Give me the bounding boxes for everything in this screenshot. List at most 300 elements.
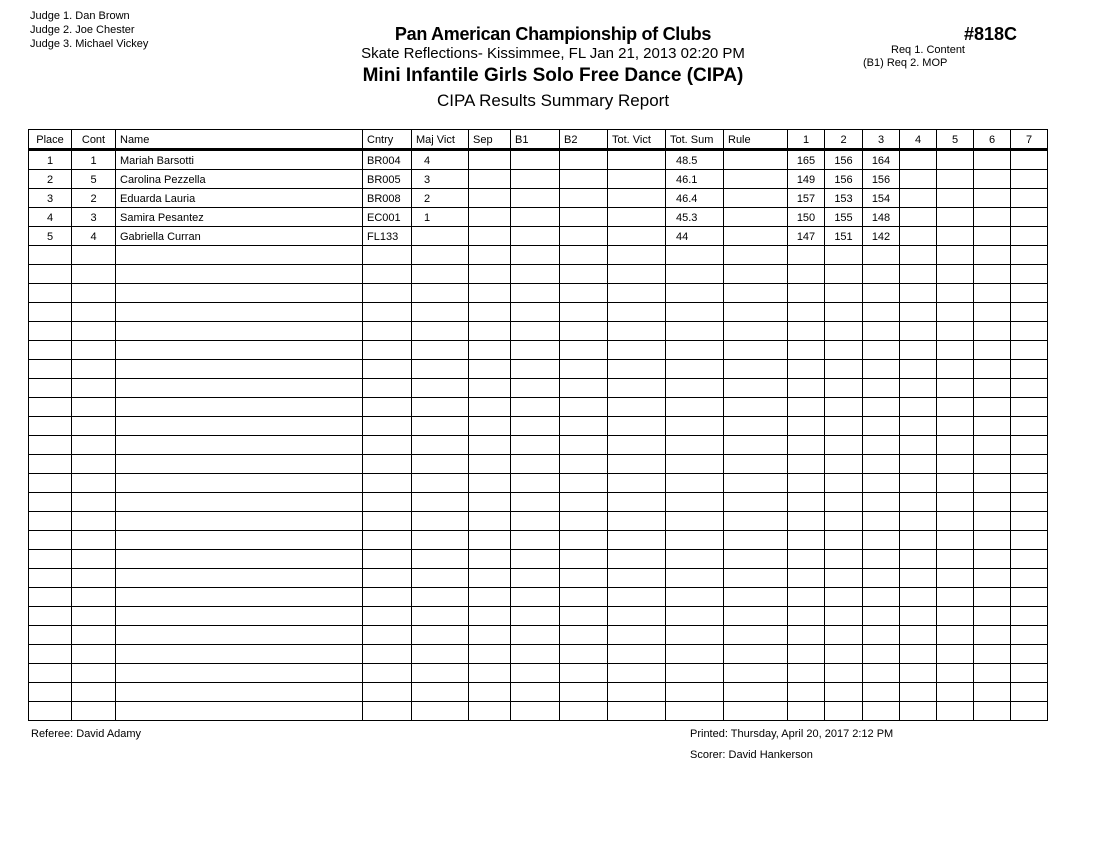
cell-b1 (511, 379, 560, 398)
cell-tot-sum (666, 664, 724, 683)
cell-sep (469, 341, 511, 360)
cell-rule (724, 170, 788, 189)
cell-judge-5 (937, 512, 974, 531)
cell-judge-3 (863, 455, 900, 474)
cell-place (29, 626, 72, 645)
cell-tot-vict (608, 569, 666, 588)
cell-judge-5 (937, 550, 974, 569)
cell-judge-2 (825, 455, 863, 474)
cell-judge-5 (937, 588, 974, 607)
cell-name (116, 474, 363, 493)
cell-judge-2 (825, 417, 863, 436)
cell-name: Gabriella Curran (116, 227, 363, 246)
cell-judge-4 (900, 436, 937, 455)
cell-b1 (511, 284, 560, 303)
cell-judge-2 (825, 588, 863, 607)
cell-maj-vict (412, 360, 469, 379)
empty-table-row (29, 664, 1048, 683)
cell-judge-7 (1011, 474, 1048, 493)
cell-judge-6 (974, 227, 1011, 246)
empty-table-row (29, 588, 1048, 607)
cell-judge-1 (788, 436, 825, 455)
cell-rule (724, 607, 788, 626)
cell-sep (469, 398, 511, 417)
cell-place (29, 683, 72, 702)
cell-place (29, 664, 72, 683)
cell-cntry (363, 626, 412, 645)
cell-judge-6 (974, 284, 1011, 303)
col-name: Name (116, 130, 363, 150)
cell-cntry (363, 569, 412, 588)
cell-rule (724, 683, 788, 702)
cell-b2 (560, 322, 608, 341)
empty-table-row (29, 360, 1048, 379)
cell-b2 (560, 360, 608, 379)
cell-judge-6 (974, 265, 1011, 284)
cell-judge-1 (788, 284, 825, 303)
cell-tot-vict (608, 626, 666, 645)
cell-sep (469, 512, 511, 531)
empty-table-row (29, 417, 1048, 436)
cell-judge-2: 153 (825, 189, 863, 208)
cell-tot-sum: 44 (666, 227, 724, 246)
cell-b1 (511, 322, 560, 341)
cell-cntry (363, 683, 412, 702)
empty-table-row (29, 474, 1048, 493)
cell-place (29, 645, 72, 664)
cell-tot-sum: 46.4 (666, 189, 724, 208)
empty-table-row (29, 246, 1048, 265)
cell-judge-1 (788, 702, 825, 721)
cell-judge-7 (1011, 303, 1048, 322)
cell-maj-vict (412, 303, 469, 322)
cell-judge-7 (1011, 398, 1048, 417)
cell-cntry: BR004 (363, 150, 412, 170)
cell-name (116, 664, 363, 683)
cell-place (29, 588, 72, 607)
cell-sep (469, 607, 511, 626)
cell-judge-5 (937, 284, 974, 303)
cell-judge-6 (974, 455, 1011, 474)
cell-judge-4 (900, 189, 937, 208)
cell-rule (724, 550, 788, 569)
cell-maj-vict (412, 607, 469, 626)
cell-judge-7 (1011, 702, 1048, 721)
cell-judge-3: 154 (863, 189, 900, 208)
cell-judge-4 (900, 683, 937, 702)
cell-name (116, 550, 363, 569)
cell-maj-vict (412, 702, 469, 721)
report-title: CIPA Results Summary Report (436, 91, 670, 110)
cell-maj-vict: 4 (412, 150, 469, 170)
cell-name (116, 379, 363, 398)
cell-cntry (363, 398, 412, 417)
cell-b2 (560, 588, 608, 607)
cell-judge-1 (788, 398, 825, 417)
cell-name (116, 607, 363, 626)
cell-tot-vict (608, 645, 666, 664)
empty-table-row (29, 702, 1048, 721)
cell-judge-5 (937, 645, 974, 664)
cell-judge-7 (1011, 569, 1048, 588)
cell-judge-6 (974, 170, 1011, 189)
cell-judge-7 (1011, 588, 1048, 607)
cell-cntry (363, 303, 412, 322)
cell-maj-vict (412, 341, 469, 360)
cell-b1 (511, 150, 560, 170)
cell-judge-3 (863, 645, 900, 664)
cell-judge-4 (900, 322, 937, 341)
cell-judge-4 (900, 170, 937, 189)
cell-judge-6 (974, 588, 1011, 607)
col-sep: Sep (469, 130, 511, 150)
cell-tot-sum: 46.1 (666, 170, 724, 189)
competition-title: Pan American Championship of Clubs (394, 24, 712, 44)
cell-cntry: EC001 (363, 208, 412, 227)
cell-judge-1 (788, 417, 825, 436)
cell-cont (72, 474, 116, 493)
empty-table-row (29, 379, 1048, 398)
empty-table-row (29, 436, 1048, 455)
cell-judge-5 (937, 607, 974, 626)
cell-judge-4 (900, 246, 937, 265)
cell-tot-vict (608, 246, 666, 265)
cell-tot-sum (666, 284, 724, 303)
cell-name (116, 341, 363, 360)
cell-sep (469, 227, 511, 246)
cell-tot-vict (608, 265, 666, 284)
cell-judge-3 (863, 683, 900, 702)
cell-tot-sum (666, 550, 724, 569)
cell-judge-2 (825, 493, 863, 512)
cell-cntry (363, 265, 412, 284)
cell-judge-2 (825, 626, 863, 645)
cell-sep (469, 664, 511, 683)
cell-b2 (560, 531, 608, 550)
cell-judge-6 (974, 474, 1011, 493)
cell-judge-1 (788, 322, 825, 341)
cell-tot-sum (666, 493, 724, 512)
cell-judge-4 (900, 588, 937, 607)
cell-judge-4 (900, 417, 937, 436)
cell-place (29, 493, 72, 512)
cell-tot-vict (608, 607, 666, 626)
cell-judge-3 (863, 398, 900, 417)
cell-b2 (560, 455, 608, 474)
cell-tot-vict (608, 170, 666, 189)
cell-sep (469, 702, 511, 721)
cell-cntry (363, 588, 412, 607)
cell-place (29, 379, 72, 398)
cell-tot-vict (608, 417, 666, 436)
cell-sep (469, 474, 511, 493)
cell-judge-1 (788, 303, 825, 322)
cell-rule (724, 474, 788, 493)
cell-rule (724, 588, 788, 607)
cell-cont (72, 493, 116, 512)
cell-cont (72, 436, 116, 455)
requirement-2: (B1) Req 2. MOP (863, 57, 948, 69)
cell-rule (724, 189, 788, 208)
cell-judge-6 (974, 531, 1011, 550)
cell-name (116, 569, 363, 588)
cell-judge-6 (974, 683, 1011, 702)
cell-judge-5 (937, 569, 974, 588)
cell-cont (72, 550, 116, 569)
cell-b1 (511, 607, 560, 626)
cell-judge-1 (788, 265, 825, 284)
cell-judge-1: 157 (788, 189, 825, 208)
cell-judge-7 (1011, 493, 1048, 512)
cell-judge-3 (863, 436, 900, 455)
cell-name (116, 436, 363, 455)
cell-rule (724, 531, 788, 550)
table-row (29, 189, 1048, 208)
cell-judge-4 (900, 569, 937, 588)
cell-judge-4 (900, 227, 937, 246)
cell-b2 (560, 645, 608, 664)
cell-judge-2 (825, 512, 863, 531)
cell-sep (469, 170, 511, 189)
cell-judge-4 (900, 607, 937, 626)
cell-judge-7 (1011, 360, 1048, 379)
cell-judge-2 (825, 607, 863, 626)
col-tot-sum: Tot. Sum (666, 130, 724, 150)
empty-table-row (29, 455, 1048, 474)
cell-cont (72, 607, 116, 626)
cell-judge-1 (788, 531, 825, 550)
cell-judge-1 (788, 493, 825, 512)
cell-judge-6 (974, 379, 1011, 398)
cell-cntry (363, 664, 412, 683)
cell-cntry (363, 284, 412, 303)
cell-maj-vict (412, 664, 469, 683)
cell-tot-vict (608, 360, 666, 379)
col-rule: Rule (724, 130, 788, 150)
empty-table-row (29, 512, 1048, 531)
cell-judge-6 (974, 569, 1011, 588)
cell-name (116, 360, 363, 379)
cell-judge-7 (1011, 246, 1048, 265)
cell-judge-5 (937, 150, 974, 170)
cell-judge-2: 156 (825, 150, 863, 170)
cell-tot-sum: 48.5 (666, 150, 724, 170)
cell-maj-vict (412, 227, 469, 246)
cell-cont (72, 417, 116, 436)
cell-judge-3 (863, 493, 900, 512)
cell-cntry (363, 531, 412, 550)
cell-judge-5 (937, 626, 974, 645)
cell-place (29, 341, 72, 360)
cell-judge-5 (937, 436, 974, 455)
cell-rule (724, 341, 788, 360)
cell-tot-sum (666, 303, 724, 322)
cell-judge-4 (900, 664, 937, 683)
cell-tot-vict (608, 379, 666, 398)
cell-b1 (511, 208, 560, 227)
cell-maj-vict (412, 455, 469, 474)
cell-sep (469, 417, 511, 436)
cell-judge-1 (788, 569, 825, 588)
cell-judge-5 (937, 246, 974, 265)
cell-tot-vict (608, 436, 666, 455)
cell-maj-vict: 1 (412, 208, 469, 227)
cell-cont: 1 (72, 150, 116, 170)
cell-place (29, 398, 72, 417)
cell-judge-1 (788, 626, 825, 645)
cell-rule (724, 322, 788, 341)
cell-place (29, 265, 72, 284)
col-judge-2: 2 (825, 130, 863, 150)
cell-rule (724, 645, 788, 664)
cell-name (116, 284, 363, 303)
empty-table-row (29, 493, 1048, 512)
cell-cont: 4 (72, 227, 116, 246)
cell-cntry (363, 474, 412, 493)
cell-judge-3: 142 (863, 227, 900, 246)
empty-table-row (29, 341, 1048, 360)
cell-tot-vict (608, 455, 666, 474)
cell-judge-1: 150 (788, 208, 825, 227)
cell-rule (724, 227, 788, 246)
cell-b1 (511, 569, 560, 588)
cell-maj-vict (412, 550, 469, 569)
cell-tot-sum (666, 683, 724, 702)
cell-judge-4 (900, 512, 937, 531)
cell-cont (72, 398, 116, 417)
cell-name (116, 303, 363, 322)
cell-judge-3 (863, 284, 900, 303)
cell-tot-vict (608, 493, 666, 512)
cell-maj-vict (412, 683, 469, 702)
cell-judge-4 (900, 341, 937, 360)
cell-rule (724, 455, 788, 474)
cell-sep (469, 645, 511, 664)
cell-tot-vict (608, 150, 666, 170)
cell-judge-5 (937, 493, 974, 512)
cell-judge-4 (900, 379, 937, 398)
cell-rule (724, 512, 788, 531)
cell-cntry (363, 322, 412, 341)
cell-b2 (560, 607, 608, 626)
cell-cntry: FL133 (363, 227, 412, 246)
cell-tot-vict (608, 474, 666, 493)
cell-judge-6 (974, 208, 1011, 227)
empty-table-row (29, 645, 1048, 664)
empty-table-row (29, 531, 1048, 550)
cell-judge-3 (863, 607, 900, 626)
cell-place: 5 (29, 227, 72, 246)
cell-maj-vict (412, 493, 469, 512)
cell-judge-3 (863, 474, 900, 493)
cell-judge-3 (863, 265, 900, 284)
cell-judge-4 (900, 474, 937, 493)
cell-judge-6 (974, 607, 1011, 626)
cell-b2 (560, 550, 608, 569)
cell-rule (724, 303, 788, 322)
cell-place (29, 702, 72, 721)
cell-b1 (511, 417, 560, 436)
cell-name (116, 645, 363, 664)
cell-judge-1: 165 (788, 150, 825, 170)
cell-cntry (363, 512, 412, 531)
cell-b1 (511, 341, 560, 360)
cell-b1 (511, 398, 560, 417)
cell-maj-vict (412, 322, 469, 341)
cell-judge-5 (937, 208, 974, 227)
cell-sep (469, 436, 511, 455)
cell-judge-7 (1011, 341, 1048, 360)
cell-b1 (511, 474, 560, 493)
cell-judge-1 (788, 607, 825, 626)
cell-judge-5 (937, 702, 974, 721)
empty-table-row (29, 626, 1048, 645)
scorer: Scorer: David Hankerson (690, 749, 813, 761)
cell-judge-7 (1011, 322, 1048, 341)
cell-name (116, 246, 363, 265)
cell-place (29, 246, 72, 265)
cell-sep (469, 626, 511, 645)
cell-cntry (363, 341, 412, 360)
col-cntry: Cntry (363, 130, 412, 150)
printed-date: Printed: Thursday, April 20, 2017 2:12 PM (690, 728, 894, 740)
cell-cont (72, 683, 116, 702)
cell-tot-sum (666, 322, 724, 341)
cell-judge-6 (974, 360, 1011, 379)
cell-cont (72, 664, 116, 683)
cell-judge-3 (863, 664, 900, 683)
cell-tot-sum (666, 436, 724, 455)
cell-judge-5 (937, 322, 974, 341)
cell-maj-vict (412, 436, 469, 455)
table-row (29, 208, 1048, 227)
cell-name: Samira Pesantez (116, 208, 363, 227)
cell-maj-vict (412, 645, 469, 664)
cell-cntry (363, 379, 412, 398)
cell-b1 (511, 664, 560, 683)
cell-judge-1 (788, 455, 825, 474)
cell-sep (469, 379, 511, 398)
cell-judge-4 (900, 360, 937, 379)
cell-judge-4 (900, 398, 937, 417)
cell-cntry (363, 417, 412, 436)
cell-b2 (560, 493, 608, 512)
cell-judge-7 (1011, 664, 1048, 683)
cell-cntry (363, 607, 412, 626)
cell-cont (72, 702, 116, 721)
cell-judge-5 (937, 664, 974, 683)
cell-judge-1 (788, 474, 825, 493)
cell-tot-vict (608, 303, 666, 322)
cell-judge-5 (937, 341, 974, 360)
cell-name (116, 417, 363, 436)
cell-name (116, 531, 363, 550)
cell-judge-2 (825, 569, 863, 588)
cell-judge-7 (1011, 227, 1048, 246)
cell-tot-vict (608, 284, 666, 303)
cell-b2 (560, 265, 608, 284)
cell-name: Carolina Pezzella (116, 170, 363, 189)
empty-table-row (29, 303, 1048, 322)
cell-judge-5 (937, 398, 974, 417)
judge-3: Judge 3. Michael Vickey (30, 38, 149, 50)
cell-tot-vict (608, 398, 666, 417)
cell-b2 (560, 626, 608, 645)
cell-judge-2: 156 (825, 170, 863, 189)
cell-judge-6 (974, 150, 1011, 170)
cell-place (29, 303, 72, 322)
cell-maj-vict (412, 379, 469, 398)
